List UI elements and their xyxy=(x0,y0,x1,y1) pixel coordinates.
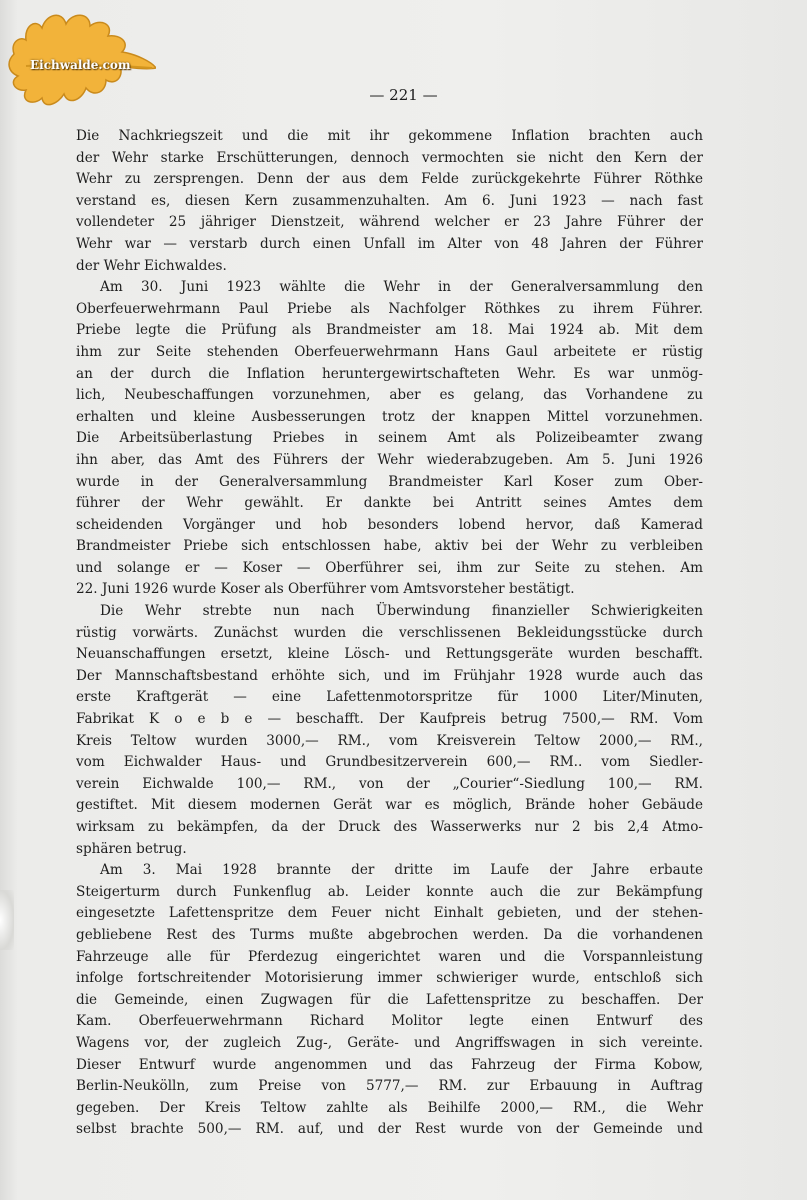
text-line: ihm zur Seite stehenden Oberfeuerwehrmann Hans Gaul arbeitete er rüstig xyxy=(76,343,703,360)
text-line: der Wehr starke Erschütterungen, dennoch vermochten sie nicht den Kern der xyxy=(76,149,703,166)
text-line: sphären betrug. xyxy=(76,840,187,857)
text-line: Am 30. Juni 1923 wählte die Wehr in der Generalversammlung den xyxy=(100,279,703,296)
text-line: rüstig vorwärts. Zunächst wurden die verschlissenen Bekleidungsstücke durch xyxy=(76,624,703,641)
text-line: erhalten und kleine Ausbesserungen trotz der knappen Mittel vorzunehmen. xyxy=(76,408,703,425)
text-line: an der durch die Inflation heruntergewirtschafteten Wehr. Es war unmög- xyxy=(76,365,703,382)
text-line: Oberfeuerwehrmann Paul Priebe als Nachfolger Röthkes zu ihrem Führer. xyxy=(76,300,703,317)
text-line: Wehr war — verstarb durch einen Unfall im Alter von 48 Jahren der Führer xyxy=(76,235,703,252)
text-line: verein Eichwalde 100,— RM., von der „Courier“-Siedlung 100,— RM. xyxy=(76,775,703,792)
text-line: Die Arbeitsüberlastung Priebes in seinem Amt als Polizeibeamter zwang xyxy=(76,430,703,447)
text-line: wirksam zu bekämpfen, da der Druck des Wasserwerks nur 2 bis 2,4 Atmo- xyxy=(76,819,703,835)
page-number: — 221 — xyxy=(369,86,438,104)
text-line: Steigerturm durch Funkenflug ab. Leider konnte auch die zur Bekämpfung xyxy=(76,883,703,900)
text-line: verstand es, diesen Kern zusammenzuhalten. Am 6. Juni 1923 — nach fast xyxy=(76,192,703,209)
text-line: wurde in der Generalversammlung Brandmeister Karl Koser zum Ober- xyxy=(76,473,703,490)
text-line: infolge fortschreitender Motorisierung immer schwieriger wurde, entschloß sich xyxy=(76,970,703,987)
text-line: Berlin-Neukölln, zum Preise von 5777,— RM. zur Erbauung in Auftrag xyxy=(76,1078,703,1095)
text-line: gegeben. Der Kreis Teltow zahlte als Beihilfe 2000,— RM., die Wehr xyxy=(76,1099,703,1116)
text-line: lich, Neubeschaffungen vorzunehmen, aber es gelang, das Vorhandene zu xyxy=(76,387,703,404)
text-line: Priebe legte die Prüfung als Brandmeister am 18. Mai 1924 ab. Mit dem xyxy=(76,322,703,339)
body-text xyxy=(76,126,703,1141)
text-line: erste Kraftgerät — eine Lafettenmotorspritze für 1000 Liter/Minuten, xyxy=(76,689,703,706)
text-line: Kreis Teltow wurden 3000,— RM., vom Kreisverein Teltow 2000,— RM., xyxy=(76,732,703,749)
text-line: selbst brachte 500,— RM. auf, und der Rest wurde von der Gemeinde und xyxy=(76,1121,703,1138)
text-line: und solange er — Koser — Oberführer sei, ihm zur Seite zu stehen. Am xyxy=(76,559,703,576)
text-line: Die Wehr strebte nun nach Überwindung finanzieller Schwierigkeiten xyxy=(100,603,703,620)
text-line: Am 3. Mai 1928 brannte der dritte im Laufe der Jahre erbaute xyxy=(100,862,703,879)
text-line: Fahrzeuge alle für Pferdezug eingerichtet waren und die Vorspannleistung xyxy=(76,948,703,965)
text-line: Der Mannschaftsbestand erhöhte sich, und im Frühjahr 1928 wurde auch das xyxy=(76,667,703,684)
text-line: gestiftet. Mit diesem modernen Gerät war es möglich, Brände hoher Gebäude xyxy=(76,797,703,814)
text-line: gebliebene Rest des Turms mußte abgebrochen werden. Da die vorhandenen xyxy=(76,926,703,943)
text-line: Fabrikat K o e b e — beschafft. Der Kaufpreis betrug 7500,— RM. Vom xyxy=(76,711,703,728)
text-line: Dieser Entwurf wurde angenommen und das Fahrzeug der Firma Kobow, xyxy=(76,1056,703,1073)
text-line: vom Eichwalder Haus- und Grundbesitzerverein 600,— RM.. vom Siedler- xyxy=(76,754,703,771)
text-line: Wehr zu zersprengen. Denn der aus dem Felde zurückgekehrte Führer Röthke xyxy=(76,171,703,188)
text-line: 22. Juni 1926 wurde Koser als Oberführer vom Amtsvorsteher bestätigt. xyxy=(76,581,575,598)
text-line: Wagens vor, der zugleich Zug-, Geräte- und Angriffswagen in sich vereinte. xyxy=(76,1034,703,1051)
text-line: ihn aber, das Amt des Führers der Wehr wiederabzugeben. Am 5. Juni 1926 xyxy=(76,451,703,468)
paper-tear xyxy=(0,890,14,950)
text-line: führer der Wehr gewählt. Er dankte bei Antritt seines Amtes dem xyxy=(76,495,703,512)
text-line: vollendeter 25 jähriger Dienstzeit, während welcher er 23 Jahre Führer der xyxy=(76,214,703,231)
text-line: die Gemeinde, einen Zugwagen für die Lafettenspritze zu beschaffen. Der xyxy=(76,991,703,1008)
logo-text: Eichwalde.com xyxy=(30,58,131,72)
text-line: der Wehr Eichwaldes. xyxy=(76,257,227,274)
text-line: Neuanschaffungen ersetzt, kleine Lösch- und Rettungsgeräte wurden beschafft. xyxy=(76,646,703,663)
text-line: eingesetzte Lafettenspritze dem Feuer nicht Einhalt gebieten, und der stehen- xyxy=(76,905,703,922)
text-line: scheidenden Vorgänger und hob besonders lobend hervor, daß Kamerad xyxy=(76,516,703,533)
text-line: Die Nachkriegszeit und die mit ihr gekommene Inflation brachten auch xyxy=(76,128,703,144)
text-line: Brandmeister Priebe sich entschlossen habe, aktiv bei der Wehr zu verbleiben xyxy=(76,538,703,555)
text-line: Kam. Oberfeuerwehrmann Richard Molitor legte einen Entwurf des xyxy=(76,1013,703,1030)
